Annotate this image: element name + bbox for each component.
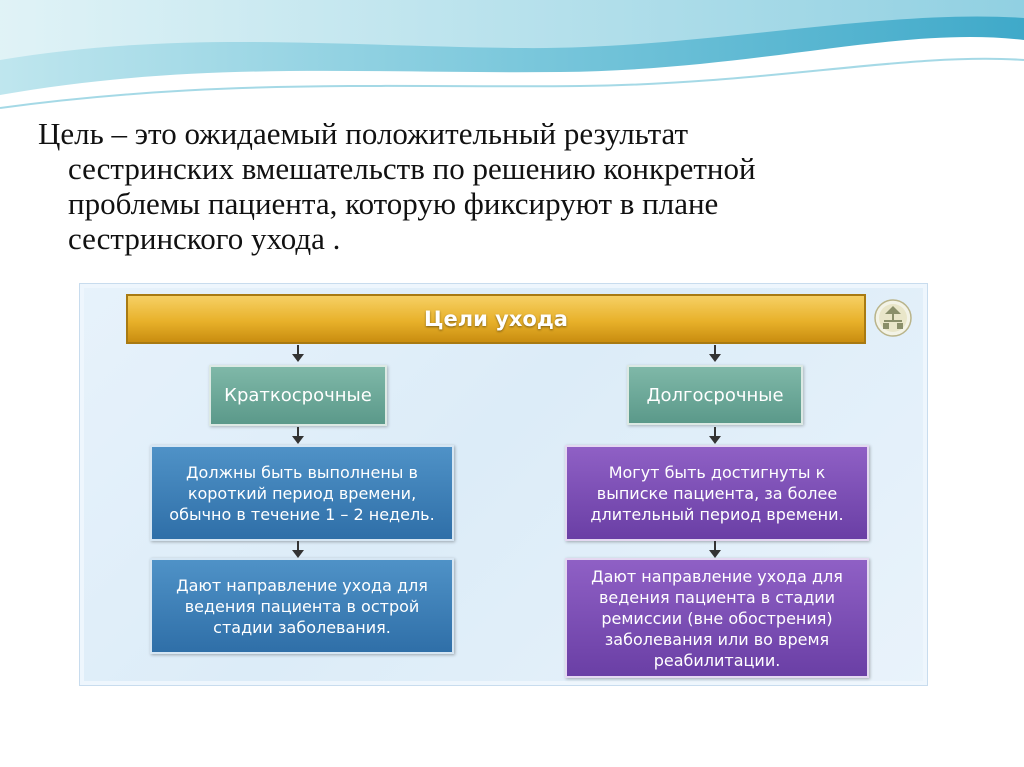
- short-term-label: Краткосрочные: [224, 385, 372, 406]
- intro-line-3: проблемы пациента, которую фиксируют в плане: [68, 186, 719, 221]
- long-term-box: [627, 365, 803, 425]
- goals-header-box: [126, 294, 866, 344]
- short-term-box: [209, 365, 387, 426]
- arrow-down-icon: [708, 345, 722, 363]
- short-term-direction: Дают направление ухода для ведения пациента в острой стадии заболевания.: [176, 575, 428, 637]
- intro-line-2: сестринских вмешательств по решению конкретной: [68, 151, 756, 186]
- short-term-description-box: [150, 445, 454, 541]
- long-term-label: Долгосрочные: [646, 384, 784, 406]
- long-term-description-box: [565, 445, 869, 541]
- intro-text: [38, 116, 938, 256]
- intro-line-1: Цель – это ожидаемый положительный результат: [38, 116, 689, 151]
- long-term-description: Могут быть достигнуты к выписке пациента, за более длительный период времени.: [590, 462, 844, 524]
- intro-paragraph: [38, 116, 938, 256]
- flowchart-icon: [873, 298, 913, 338]
- arrow-down-icon: [291, 345, 305, 363]
- short-term-description: Должны быть выполнены в короткий период времени, обычно в течение 1 – 2 недель.: [169, 462, 435, 524]
- arrow-down-icon: [708, 541, 722, 559]
- long-term-direction-box: [565, 558, 869, 678]
- care-goals-diagram: [79, 283, 928, 686]
- long-term-direction: Дают направление ухода для ведения пациента в стадии ремиссии (вне обострения) заболевания или во время реабилитации.: [591, 566, 843, 670]
- goals-header-label: Цели ухода: [424, 307, 568, 331]
- arrow-down-icon: [708, 427, 722, 445]
- arrow-down-icon: [291, 541, 305, 559]
- short-term-direction-box: [150, 558, 454, 654]
- arrow-down-icon: [291, 427, 305, 445]
- intro-line-4: сестринского ухода .: [68, 221, 341, 256]
- decorative-wave: [0, 0, 1024, 120]
